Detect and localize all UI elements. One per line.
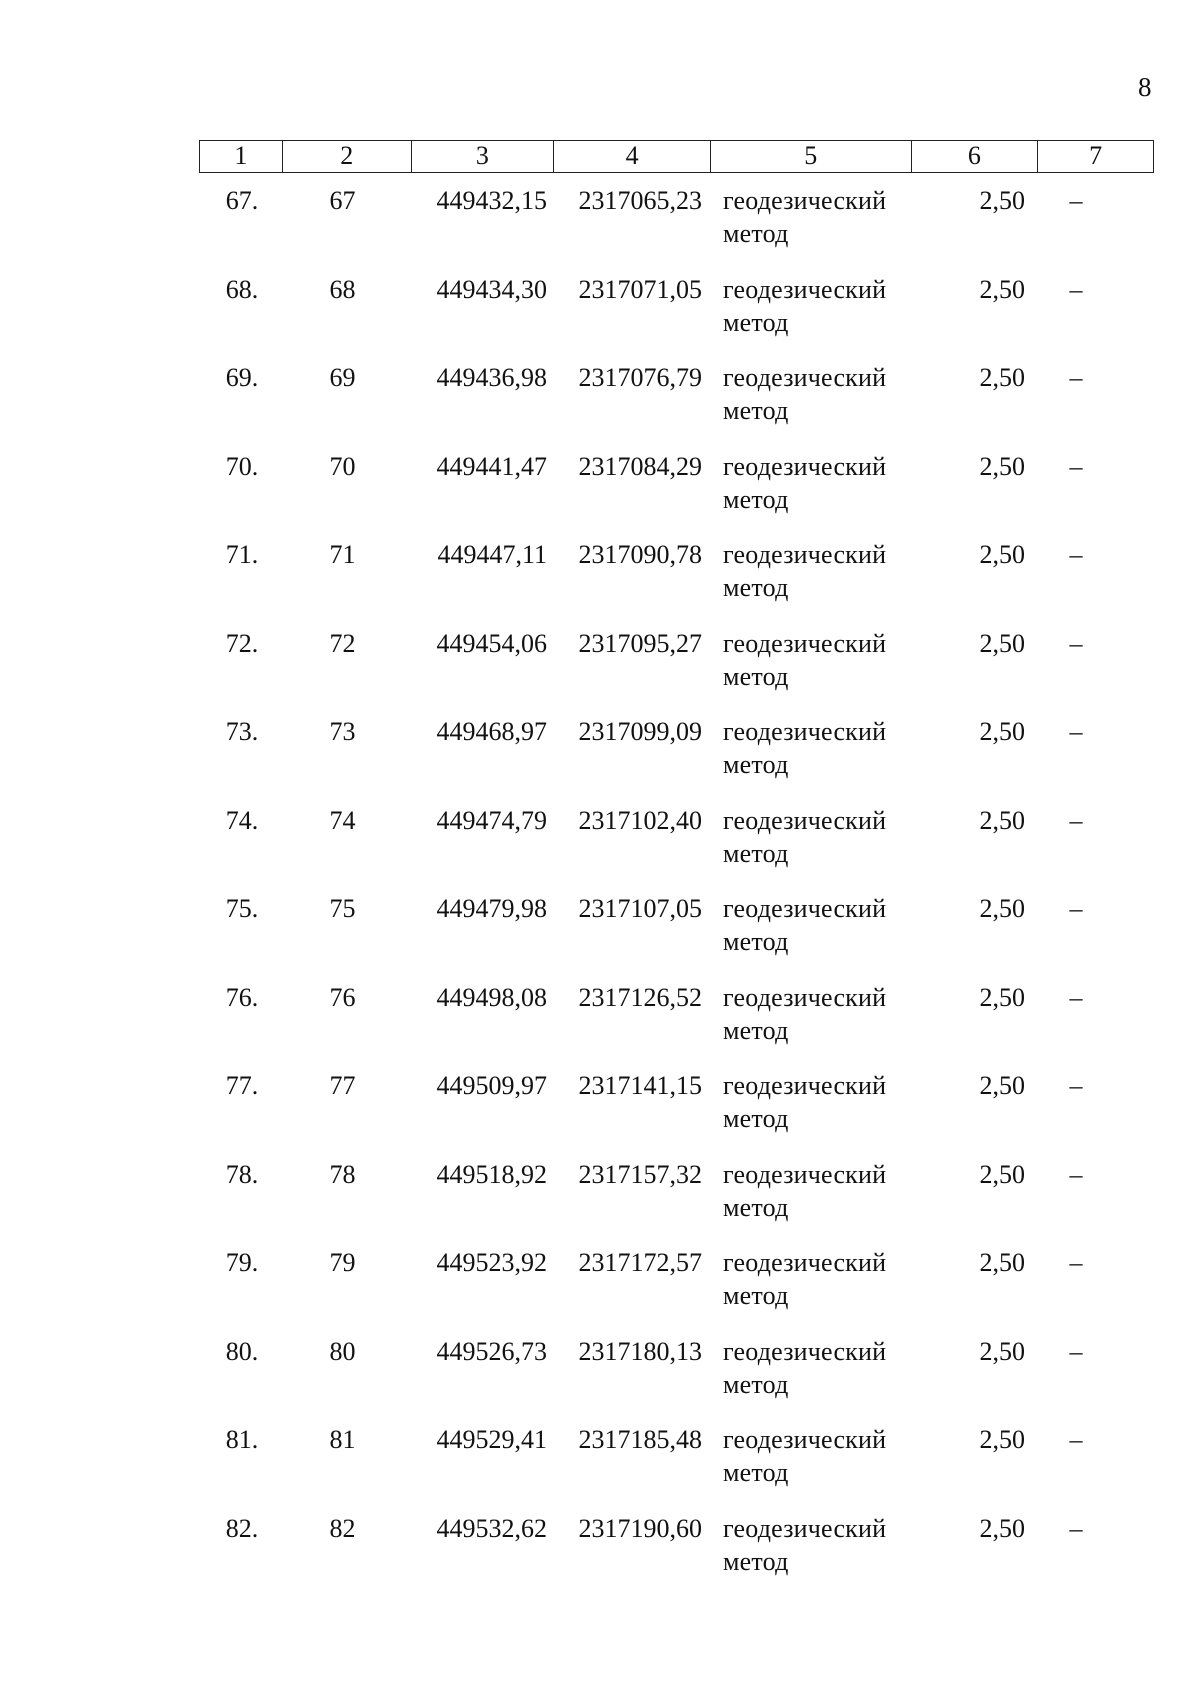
coordinate-y-cell: 2317071,05 [578,274,702,304]
table-row [199,715,1154,804]
coordinate-x-cell: 449498,08 [436,982,547,1012]
accuracy-value-cell: 2,50 [979,1071,1025,1100]
note-cell: – [1069,805,1083,835]
method-cell: геодезический метод [723,628,887,691]
note-cell: – [1069,363,1083,392]
coordinate-y-cell: 2317141,15 [578,1071,702,1100]
method-cell: геодезический метод [723,186,887,248]
coordinate-y-cell: 2317065,23 [578,186,702,215]
column-header-3: 3 [411,141,554,172]
accuracy-value-cell: 2,50 [979,363,1025,392]
table-row [199,538,1154,627]
note-cell: – [1069,1071,1083,1100]
coordinate-y-cell: 2317180,13 [578,1336,702,1366]
method-cell: геодезический метод [723,540,887,602]
table-row [199,1423,1154,1512]
row-number-cell: 73. [225,717,259,746]
table-row [199,627,1154,716]
point-number-cell: 70 [329,451,356,481]
coordinate-y-cell: 2317102,40 [578,805,702,835]
accuracy-value-cell: 2,50 [979,1336,1025,1366]
table-header-row [199,140,1154,173]
note-cell: – [1069,1513,1083,1543]
coordinate-x-cell: 449434,30 [436,274,547,304]
coordinate-y-cell: 2317095,27 [578,628,702,658]
column-header-7: 7 [1037,141,1153,172]
point-number-cell: 73 [329,717,356,746]
row-number-cell: 74. [225,805,259,835]
coordinate-y-cell: 2317185,48 [578,1425,702,1454]
note-cell: – [1069,540,1083,569]
coordinate-x-cell: 449518,92 [436,1159,547,1189]
coordinate-y-cell: 2317099,09 [578,717,702,746]
row-number-cell: 75. [225,894,259,923]
coordinate-x-cell: 449474,79 [436,805,547,835]
row-number-cell: 80. [225,1336,259,1366]
coordinate-y-cell: 2317084,29 [578,451,702,481]
table-row [199,361,1154,450]
table-row [199,1158,1154,1247]
method-cell: геодезический метод [723,805,887,868]
note-cell: – [1069,894,1083,923]
point-number-cell: 77 [329,1071,356,1100]
table-body [199,184,1154,1600]
coordinate-y-cell: 2317107,05 [578,894,702,923]
row-number-cell: 69. [225,363,259,392]
point-number-cell: 81 [329,1425,356,1454]
accuracy-value-cell: 2,50 [979,717,1025,746]
row-number-cell: 81. [225,1425,259,1454]
method-cell: геодезический метод [723,1513,887,1576]
point-number-cell: 69 [329,363,356,392]
row-number-cell: 70. [225,451,259,481]
point-number-cell: 74 [329,805,356,835]
row-number-cell: 82. [225,1513,259,1543]
coordinate-x-cell: 449447,11 [437,540,547,569]
column-header-6: 6 [911,141,1038,172]
note-cell: – [1069,186,1083,215]
column-header-4: 4 [553,141,710,172]
row-number-cell: 67. [225,186,259,215]
point-number-cell: 80 [329,1336,356,1366]
point-number-cell: 79 [329,1248,356,1277]
method-cell: геодезический метод [723,1159,887,1222]
table-row [199,1335,1154,1424]
note-cell: – [1069,982,1083,1012]
accuracy-value-cell: 2,50 [979,1513,1025,1543]
table-row [199,892,1154,981]
note-cell: – [1069,274,1083,304]
point-number-cell: 75 [329,894,356,923]
row-number-cell: 72. [225,628,259,658]
row-number-cell: 78. [225,1159,259,1189]
table-row [199,184,1154,273]
coordinate-x-cell: 449526,73 [436,1336,547,1366]
accuracy-value-cell: 2,50 [979,894,1025,923]
coordinate-x-cell: 449529,41 [436,1425,547,1454]
method-cell: геодезический метод [723,363,887,425]
point-number-cell: 76 [329,982,356,1012]
note-cell: – [1069,1159,1083,1189]
coordinate-y-cell: 2317157,32 [578,1159,702,1189]
table-row [199,981,1154,1070]
method-cell: геодезический метод [723,1425,887,1487]
row-number-cell: 68. [225,274,259,304]
table-row [199,1512,1154,1601]
method-cell: геодезический метод [723,1248,887,1310]
accuracy-value-cell: 2,50 [979,540,1025,569]
accuracy-value-cell: 2,50 [979,186,1025,215]
point-number-cell: 71 [329,540,356,569]
row-number-cell: 79. [225,1248,259,1277]
table-row [199,273,1154,362]
note-cell: – [1069,1248,1083,1277]
method-cell: геодезический метод [723,451,887,514]
accuracy-value-cell: 2,50 [979,451,1025,481]
coordinate-x-cell: 449454,06 [436,628,547,658]
table-row [199,804,1154,893]
column-header-5: 5 [710,141,911,172]
coordinate-y-cell: 2317126,52 [578,982,702,1012]
table-row [199,450,1154,539]
note-cell: – [1069,628,1083,658]
coordinates-table [199,140,1154,1600]
method-cell: геодезический метод [723,717,887,779]
coordinate-x-cell: 449468,97 [436,717,547,746]
note-cell: – [1069,1425,1083,1454]
accuracy-value-cell: 2,50 [979,805,1025,835]
accuracy-value-cell: 2,50 [979,1425,1025,1454]
page-number: 8 [1138,72,1152,102]
coordinate-x-cell: 449479,98 [436,894,547,923]
table-row [199,1069,1154,1158]
row-number-cell: 76. [225,982,259,1012]
method-cell: геодезический метод [723,894,887,956]
accuracy-value-cell: 2,50 [979,1159,1025,1189]
row-number-cell: 71. [225,540,259,569]
coordinate-x-cell: 449523,92 [436,1248,547,1277]
table-row [199,1246,1154,1335]
coordinate-x-cell: 449532,62 [436,1513,547,1543]
accuracy-value-cell: 2,50 [979,628,1025,658]
column-header-1: 1 [234,141,248,170]
coordinate-x-cell: 449441,47 [436,451,547,481]
method-cell: геодезический метод [723,1336,887,1399]
row-number-cell: 77. [225,1071,259,1100]
method-cell: геодезический метод [723,1071,887,1133]
note-cell: – [1069,451,1083,481]
point-number-cell: 67 [329,186,356,215]
accuracy-value-cell: 2,50 [979,274,1025,304]
accuracy-value-cell: 2,50 [979,982,1025,1012]
method-cell: геодезический метод [723,982,887,1045]
coordinate-x-cell: 449436,98 [436,363,547,392]
coordinate-x-cell: 449509,97 [436,1071,547,1100]
note-cell: – [1069,1336,1083,1366]
point-number-cell: 72 [329,628,356,658]
point-number-cell: 82 [329,1513,356,1543]
coordinate-y-cell: 2317172,57 [578,1248,702,1277]
accuracy-value-cell: 2,50 [979,1248,1025,1277]
method-cell: геодезический метод [723,274,887,337]
point-number-cell: 78 [329,1159,356,1189]
note-cell: – [1069,717,1083,746]
point-number-cell: 68 [329,274,356,304]
coordinate-x-cell: 449432,15 [436,186,547,215]
coordinate-y-cell: 2317076,79 [578,363,702,392]
coordinate-y-cell: 2317190,60 [578,1513,702,1543]
coordinate-y-cell: 2317090,78 [578,540,702,569]
column-header-2: 2 [282,141,411,172]
